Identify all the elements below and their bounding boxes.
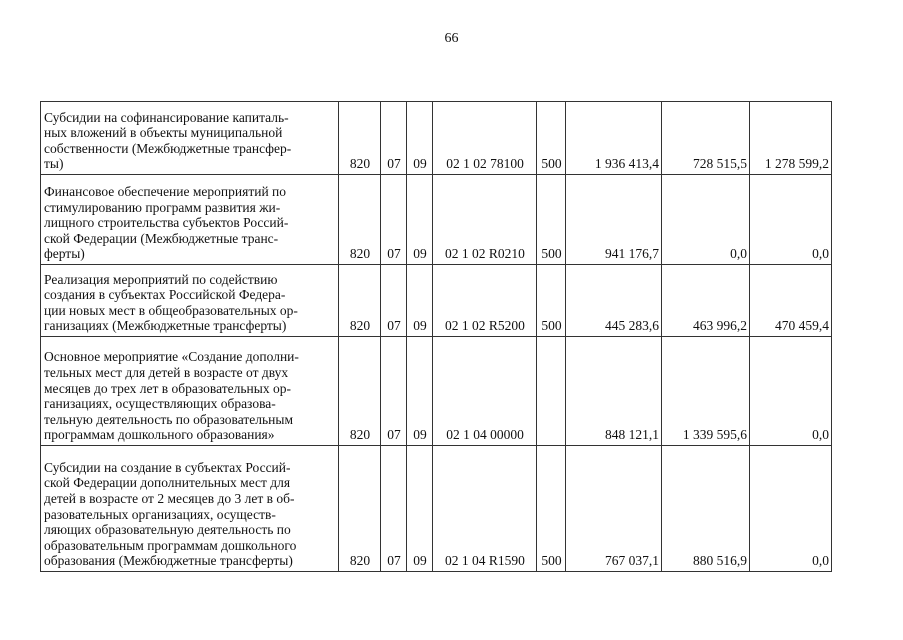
amount-year-2: 1 339 595,6	[662, 337, 750, 446]
target-code: 02 1 02 R0210	[433, 175, 537, 265]
row-name	[41, 265, 339, 337]
budget-table-body	[41, 102, 832, 572]
row-name-line: ляющих образовательную деятельность по	[44, 522, 291, 538]
amount-year-1: 941 176,7	[566, 175, 662, 265]
target-code: 02 1 04 R1590	[433, 446, 537, 572]
row-name-line: создания в субъектах Российской Федера-	[44, 287, 286, 303]
section-code: 07	[381, 175, 407, 265]
section-code: 07	[381, 337, 407, 446]
amount-year-2: 0,0	[662, 175, 750, 265]
row-name-line: тельных мест для детей в возрасте от двух	[44, 365, 289, 381]
expense-type-code: 500	[537, 175, 566, 265]
row-name-line: Субсидии на софинансирование капиталь-	[44, 109, 289, 125]
row-name-line: Субсидии на создание в субъектах Россий-	[44, 459, 291, 475]
row-name-line: ганизациях (Межбюджетные трансферты)	[44, 318, 287, 334]
amount-year-1: 767 037,1	[566, 446, 662, 572]
row-name-line: Реализация мероприятий по содействию	[44, 271, 278, 287]
row-name	[41, 337, 339, 446]
row-name-line: ции новых мест в общеобразовательных ор-	[44, 302, 298, 318]
table-row	[41, 446, 832, 572]
row-name-line: ных вложений в объекты муниципальной	[44, 125, 283, 141]
table-row	[41, 337, 832, 446]
amount-year-3: 0,0	[750, 175, 832, 265]
row-name-line: Финансовое обеспечение мероприятий по	[44, 184, 287, 200]
row-name-line: ганизациях, осуществляющих образова-	[44, 396, 276, 412]
ministry-code: 820	[339, 102, 381, 175]
row-name-line: собственности (Межбюджетные трансфер-	[44, 140, 292, 156]
subsection-code: 09	[407, 337, 433, 446]
amount-year-2: 880 516,9	[662, 446, 750, 572]
target-code: 02 1 02 R5200	[433, 265, 537, 337]
subsection-code: 09	[407, 175, 433, 265]
subsection-code: 09	[407, 265, 433, 337]
row-name-line: месяцев до трех лет в образовательных ор-	[44, 380, 291, 396]
row-name	[41, 102, 339, 175]
subsection-code: 09	[407, 446, 433, 572]
row-name-line: детей в возрасте от 2 месяцев до 3 лет в об-	[44, 491, 295, 507]
row-name-line: ферты)	[44, 246, 85, 262]
amount-year-3: 470 459,4	[750, 265, 832, 337]
table-row	[41, 175, 832, 265]
amount-year-3: 1 278 599,2	[750, 102, 832, 175]
row-name-line: Основное мероприятие «Создание дополни-	[44, 349, 299, 365]
row-name-line: ской Федерации (Межбюджетные транс-	[44, 230, 279, 246]
subsection-code: 09	[407, 102, 433, 175]
row-name-line: лищного строительства субъектов Россий-	[44, 215, 289, 231]
expense-type-code	[537, 337, 566, 446]
row-name-line: образования (Межбюджетные трансферты)	[44, 553, 293, 569]
expense-type-code: 500	[537, 446, 566, 572]
amount-year-1: 445 283,6	[566, 265, 662, 337]
section-code: 07	[381, 102, 407, 175]
ministry-code: 820	[339, 446, 381, 572]
expense-type-code: 500	[537, 102, 566, 175]
amount-year-3: 0,0	[750, 446, 832, 572]
row-name-line: образовательным программам дошкольного	[44, 537, 297, 553]
amount-year-1: 848 121,1	[566, 337, 662, 446]
amount-year-1: 1 936 413,4	[566, 102, 662, 175]
row-name-line: ской Федерации дополнительных мест для	[44, 475, 291, 491]
ministry-code: 820	[339, 265, 381, 337]
section-code: 07	[381, 446, 407, 572]
row-name-line: разовательных организациях, осуществ-	[44, 506, 276, 522]
target-code: 02 1 04 00000	[433, 337, 537, 446]
section-code: 07	[381, 265, 407, 337]
budget-table	[40, 101, 832, 572]
table-row	[41, 102, 832, 175]
amount-year-2: 463 996,2	[662, 265, 750, 337]
row-name	[41, 175, 339, 265]
amount-year-2: 728 515,5	[662, 102, 750, 175]
table-row	[41, 265, 832, 337]
ministry-code: 820	[339, 337, 381, 446]
row-name-line: ты)	[44, 156, 64, 172]
amount-year-3: 0,0	[750, 337, 832, 446]
expense-type-code: 500	[537, 265, 566, 337]
ministry-code: 820	[339, 175, 381, 265]
page-number: 66	[444, 31, 459, 46]
row-name-line: тельную деятельность по образовательным	[44, 411, 293, 427]
row-name	[41, 446, 339, 572]
row-name-line: стимулированию программ развития жи-	[44, 199, 281, 215]
row-name-line: программам дошкольного образования»	[44, 427, 275, 443]
target-code: 02 1 02 78100	[433, 102, 537, 175]
